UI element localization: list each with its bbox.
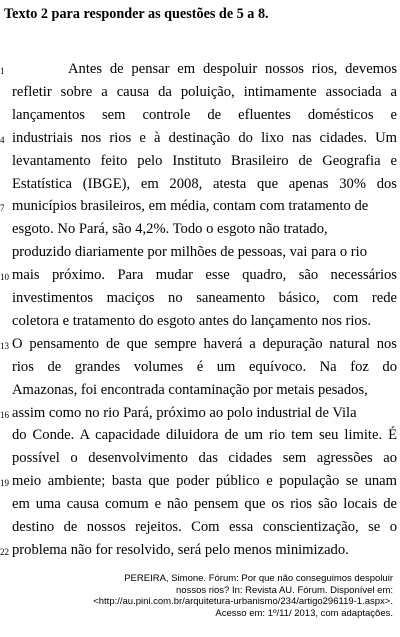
text-line: em uma causa comum e não pensem que os rios são locais de xyxy=(12,496,397,513)
citation-line: PEREIRA, Simone. Fórum: Por que não conseguimos despoluir xyxy=(124,573,393,584)
line-number: 16 xyxy=(0,409,9,420)
text-line: levantamento feito pelo Instituto Brasileiro de Geografia e xyxy=(12,152,397,169)
text-line: possível o desenvolvimento das cidades sem agressões ao xyxy=(12,450,397,467)
source-citation xyxy=(33,573,393,619)
section-heading: Texto 2 para responder as questões de 5 a 8. xyxy=(4,6,269,22)
text-line: assim como no rio Pará, próximo ao polo industrial de Vila xyxy=(12,404,357,421)
text-line: municípios brasileiros, em média, contam com tratamento de xyxy=(12,198,369,215)
citation-line: Acesso em: 1º/11/ 2013, com adaptações. xyxy=(215,607,393,619)
text-line: investimentos maciços no saneamento básico, com rede xyxy=(12,290,397,306)
text-line: esgoto. No Pará, são 4,2%. Todo o esgoto não tratado, xyxy=(12,221,328,238)
citation-line: nossos rios? In: Revista AU. Fórum. Disponível em: xyxy=(176,584,393,596)
line-number: 7 xyxy=(0,203,5,214)
text-line: O pensamento de que sempre haverá a depuração natural nos xyxy=(12,335,397,352)
line-number: 10 xyxy=(0,272,9,283)
text-line: refletir sobre a causa da poluição, intimamente associada a xyxy=(12,83,397,100)
citation-link[interactable]: <http://au.pini.com.br/arquitetura-urbanismo/234/artigo296119-1.aspx>. xyxy=(93,596,393,608)
text-line: do Conde. A capacidade diluidora de um rio tem seu limite. É xyxy=(12,427,397,444)
text-line: Amazonas, foi encontrada contaminação por metais pesados, xyxy=(12,381,368,398)
text-line: problema não for resolvido, será pelo menos minimizado. xyxy=(12,541,349,558)
line-number: 4 xyxy=(0,134,5,145)
text-line: produzido diariamente por milhões de pessoas, vai para o rio xyxy=(12,244,368,261)
text-line: lançamentos sem controle de efluentes domésticos e xyxy=(12,106,397,123)
text-line: meio ambiente; basta que poder público e população se unam xyxy=(12,473,397,490)
text-line: mais próximo. Para mudar esse quadro, são necessários xyxy=(12,267,397,284)
line-number: 22 xyxy=(0,546,9,557)
text-line: destino de nossos rejeitos. Com essa conscientização, se o xyxy=(12,519,397,535)
line-number: 19 xyxy=(0,478,9,489)
text-line: rios de grandes volumes é um equívoco. Na foz do xyxy=(12,358,397,375)
line-number: 13 xyxy=(0,340,9,351)
line-number: 1 xyxy=(0,66,5,76)
text-line: industriais nos rios e à destinação do lixo nas cidades. Um xyxy=(12,129,397,146)
text-line: coletora e tratamento do esgoto antes do lançamento nos rios. xyxy=(12,312,372,329)
text-line: Antes de pensar em despoluir nossos rios, devemos xyxy=(68,61,397,77)
text-line: Estatística (IBGE), em 2008, atesta que apenas 30% dos xyxy=(12,175,397,192)
